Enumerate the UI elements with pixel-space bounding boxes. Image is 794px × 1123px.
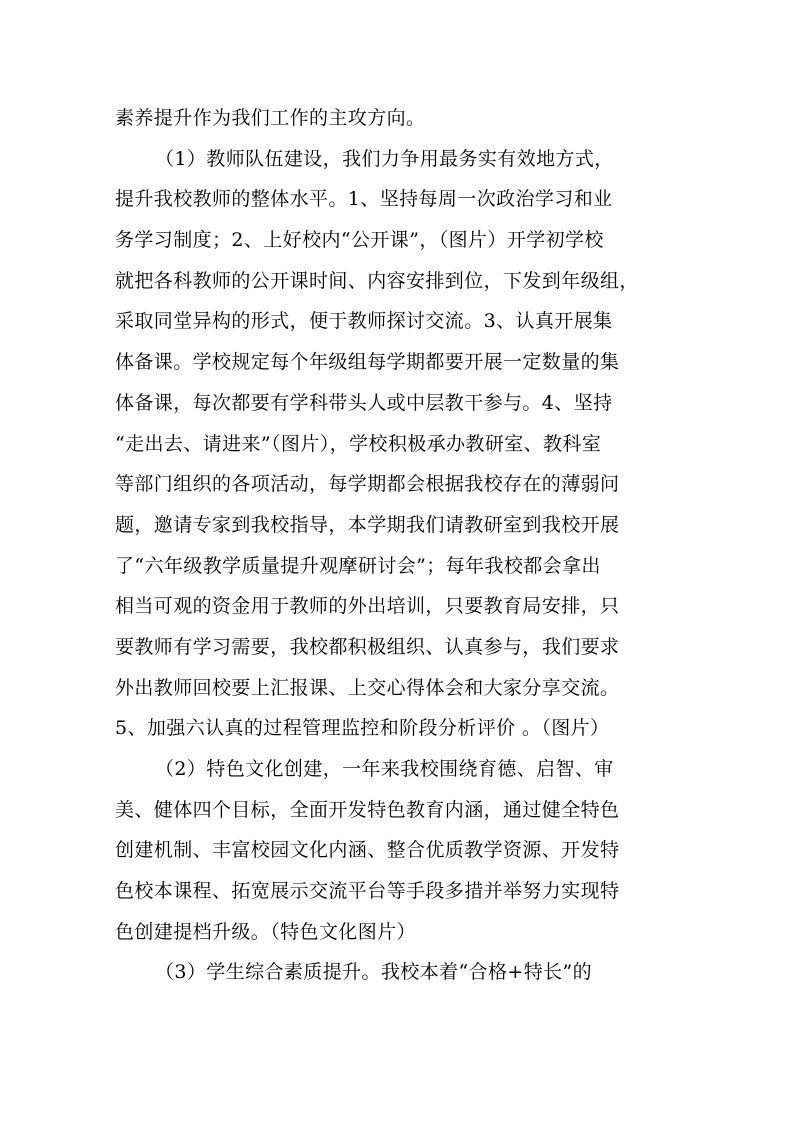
paragraph-start-line: （2）特色文化创建，一年来我校围绕育德、启智、审 xyxy=(155,758,614,780)
text-line: 外出教师回校要上汇报课、上交心得体会和大家分享交流。 xyxy=(115,676,620,699)
text-line: 5、加强六认真的过程管理监控和阶段分析评价 。（图片） xyxy=(115,717,610,740)
text-line: 美、健体四个目标，全面开发特色教育内涵，通过健全特色 xyxy=(115,798,620,821)
text-line: 了“六年级教学质量提升观摩研讨会”；每年我校都会拿出 xyxy=(115,554,601,577)
document-body-text xyxy=(115,98,685,993)
text-line: 等部门组织的各项活动，每学期都会根据我校存在的薄弱问 xyxy=(115,473,620,496)
paragraph-start-line: （1）教师队伍建设，我们力争用最务实有效地方式， xyxy=(155,147,614,170)
text-line: 相当可观的资金用于教师的外出培训，只要教育局安排，只 xyxy=(115,595,620,618)
paragraph-start-line: （3）学生综合素质提升。我校本着“合格+特长”的 xyxy=(155,961,593,984)
text-line: “走出去、请进来”（图片），学校积极承办教研室、教科室 xyxy=(115,432,602,455)
text-line: 色创建提档升级。（特色文化图片） xyxy=(115,920,416,943)
text-line: 色校本课程、拓宽展示交流平台等手段多措并举努力实现特 xyxy=(115,880,620,903)
text-line: 采取同堂异构的形式，便于教师探讨交流。3、认真开展集 xyxy=(115,310,613,333)
text-line: 就把各科教师的公开课时间、内容安排到位，下发到年级组， xyxy=(115,269,639,292)
text-line: 务学习制度；2、上好校内“公开课”，（图片）开学初学校 xyxy=(115,229,604,252)
text-line: 题，邀请专家到我校指导，本学期我们请教研室到我校开展 xyxy=(115,513,620,536)
text-line: 体备课，每次都要有学科带头人或中层教干参与。4、坚持 xyxy=(115,391,613,414)
text-line: 创建机制、丰富校园文化内涵、整合优质教学资源、开发特 xyxy=(115,839,620,862)
text-line: 要教师有学习需要，我校都积极组织、认真参与，我们要求 xyxy=(115,635,620,658)
text-line: 提升我校教师的整体水平。1、坚持每周一次政治学习和业 xyxy=(115,188,613,211)
text-line: 体备课。学校规定每个年级组每学期都要开展一定数量的集 xyxy=(115,351,620,374)
text-line: 素养提升作为我们工作的主攻方向。 xyxy=(115,107,426,129)
